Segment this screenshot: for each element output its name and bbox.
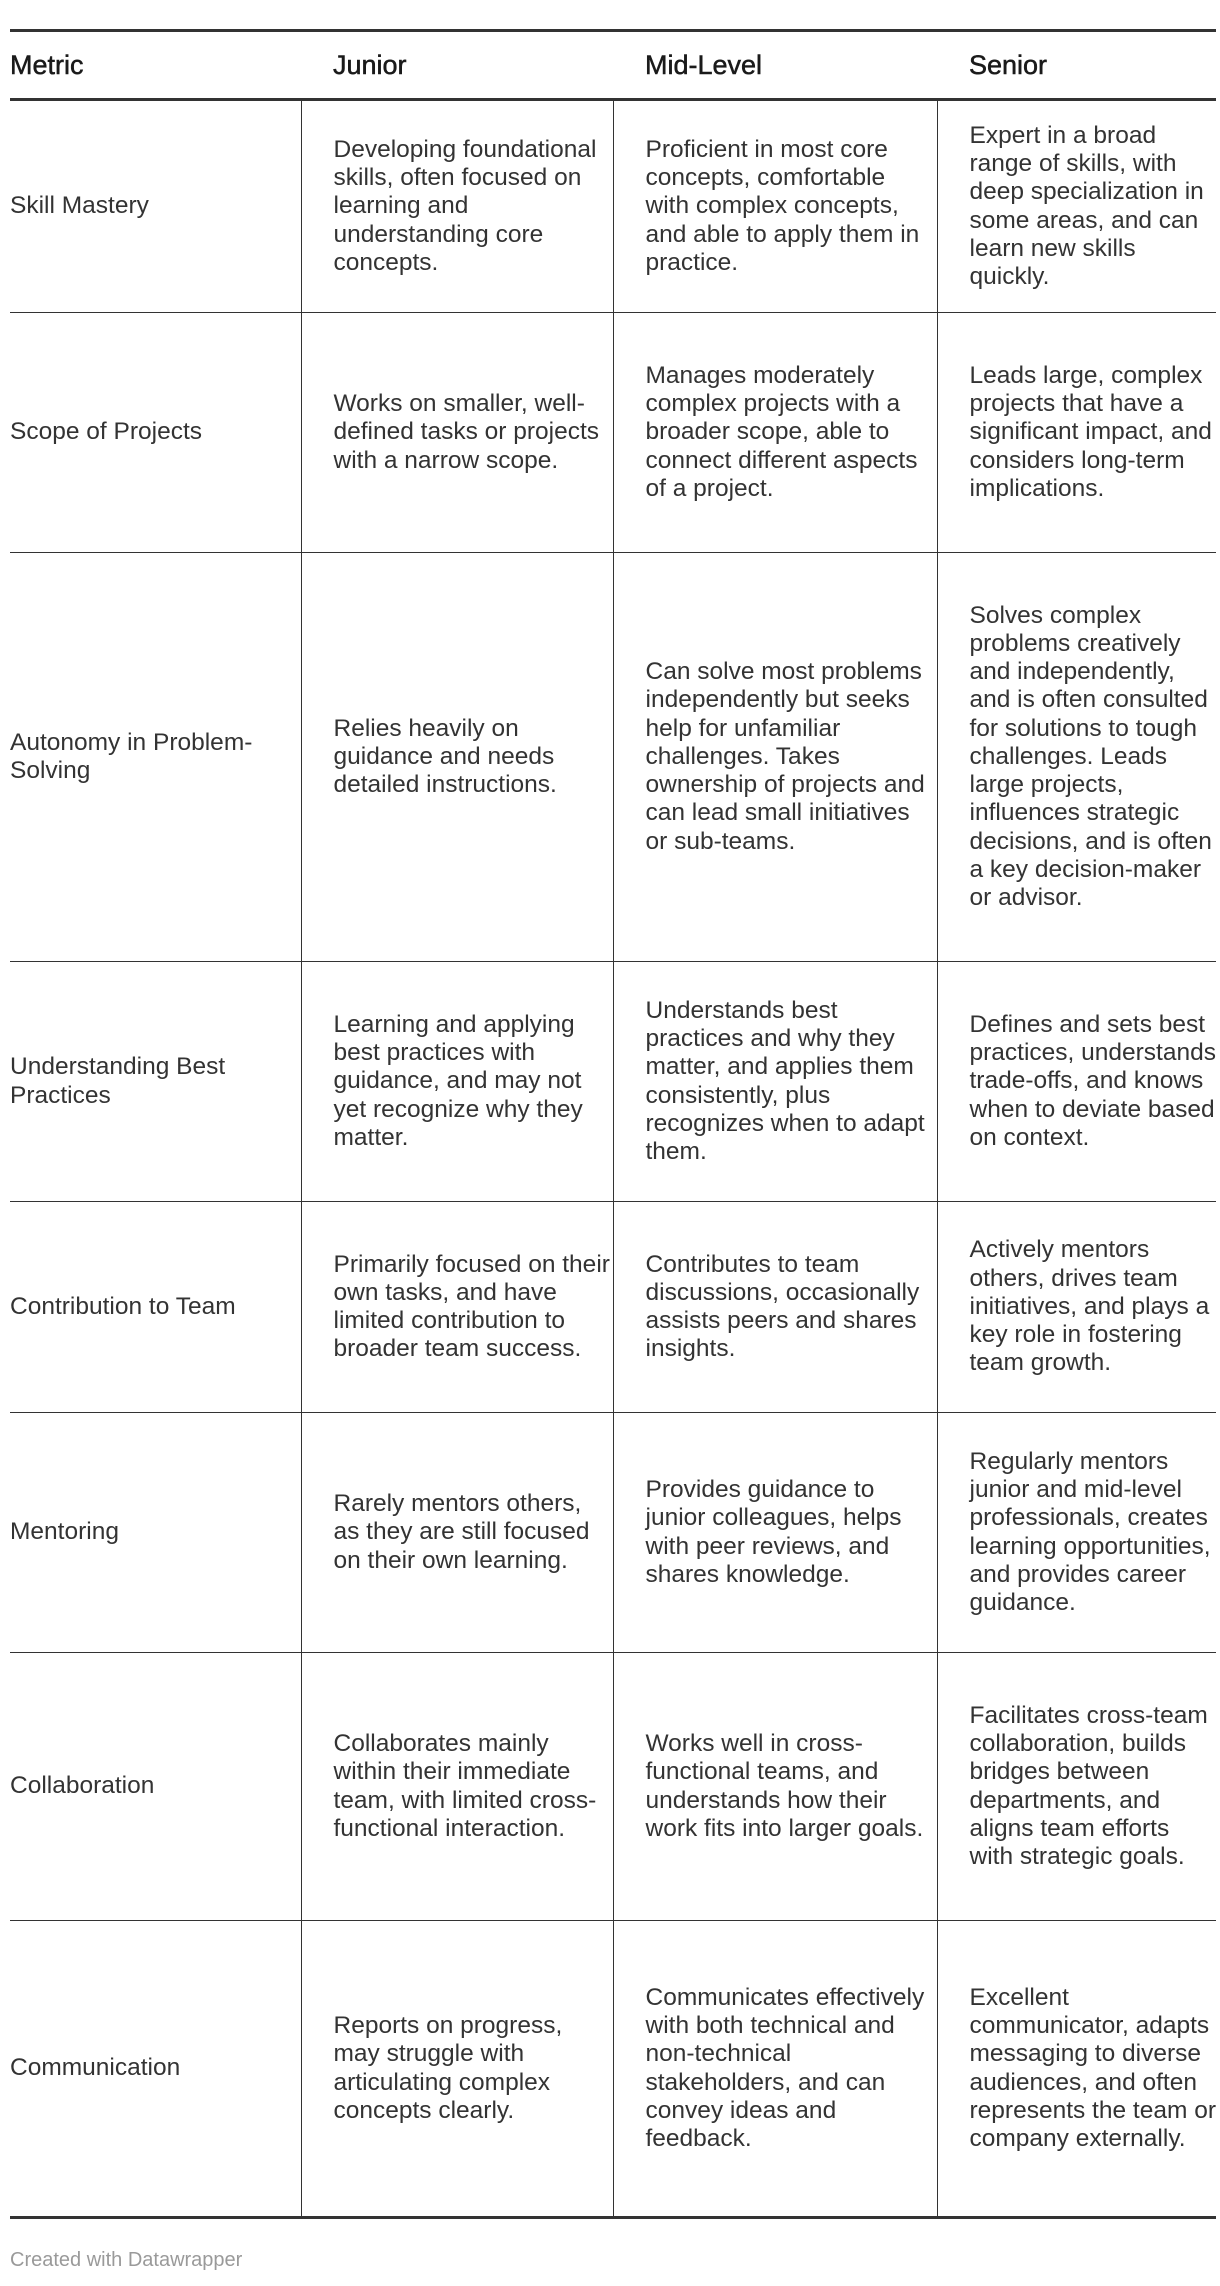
junior-cell: Rarely mentors others, as they are still focused on their own learning. bbox=[301, 1413, 613, 1653]
table-header bbox=[10, 31, 1216, 100]
column-header-metric: Metric bbox=[10, 31, 301, 100]
metric-cell: Scope of Projects bbox=[10, 313, 301, 553]
senior-cell: Expert in a broad range of skills, with deep specialization in some areas, and can learn new skills quickly. bbox=[937, 100, 1216, 313]
mid-level-cell: Understands best practices and why they matter, and applies them consistently, plus recognizes when to adapt them. bbox=[613, 962, 937, 1202]
metric-cell: Contribution to Team bbox=[10, 1202, 301, 1413]
metric-cell: Communication bbox=[10, 1921, 301, 2218]
column-header-mid-level: Mid-Level bbox=[613, 31, 937, 100]
junior-cell: Developing foundational skills, often focused on learning and understanding core concepts. bbox=[301, 100, 613, 313]
junior-cell: Relies heavily on guidance and needs detailed instructions. bbox=[301, 553, 613, 962]
senior-cell: Facilitates cross-team collaboration, builds bridges between departments, and aligns team efforts with strategic goals. bbox=[937, 1653, 1216, 1921]
junior-cell: Primarily focused on their own tasks, and have limited contribution to broader team success. bbox=[301, 1202, 613, 1413]
column-header-senior: Senior bbox=[937, 31, 1216, 100]
table-row bbox=[10, 1202, 1216, 1413]
mid-level-cell: Contributes to team discussions, occasionally assists peers and shares insights. bbox=[613, 1202, 937, 1413]
metric-cell: Understanding Best Practices bbox=[10, 962, 301, 1202]
table-row bbox=[10, 100, 1216, 313]
comparison-table bbox=[10, 29, 1216, 2219]
mid-level-cell: Manages moderately complex projects with a broader scope, able to connect different aspects of a project. bbox=[613, 313, 937, 553]
mid-level-cell: Works well in cross-functional teams, and understands how their work fits into larger goals. bbox=[613, 1653, 937, 1921]
header-row bbox=[10, 31, 1216, 100]
table-row bbox=[10, 1921, 1216, 2218]
senior-cell: Leads large, complex projects that have a significant impact, and considers long-term implications. bbox=[937, 313, 1216, 553]
table-row bbox=[10, 313, 1216, 553]
senior-cell: Solves complex problems creatively and independently, and is often consulted for solutions to tough challenges. Leads large projects, influences strategic decisions, and is often a key decision-maker or advisor. bbox=[937, 553, 1216, 962]
mid-level-cell: Communicates effectively with both technical and non-technical stakeholders, and can convey ideas and feedback. bbox=[613, 1921, 937, 2218]
table-body bbox=[10, 100, 1216, 2218]
table-row bbox=[10, 553, 1216, 962]
senior-cell: Regularly mentors junior and mid-level professionals, creates learning opportunities, and provides career guidance. bbox=[937, 1413, 1216, 1653]
table-row bbox=[10, 1653, 1216, 1921]
metric-cell: Skill Mastery bbox=[10, 100, 301, 313]
metric-cell: Mentoring bbox=[10, 1413, 301, 1653]
table-row bbox=[10, 1413, 1216, 1653]
metric-cell: Collaboration bbox=[10, 1653, 301, 1921]
mid-level-cell: Provides guidance to junior colleagues, helps with peer reviews, and shares knowledge. bbox=[613, 1413, 937, 1653]
junior-cell: Collaborates mainly within their immediate team, with limited cross-functional interaction. bbox=[301, 1653, 613, 1921]
column-header-junior: Junior bbox=[301, 31, 613, 100]
junior-cell: Learning and applying best practices with guidance, and may not yet recognize why they matter. bbox=[301, 962, 613, 1202]
datawrapper-credit: Created with Datawrapper bbox=[10, 2249, 243, 2271]
junior-cell: Works on smaller, well-defined tasks or projects with a narrow scope. bbox=[301, 313, 613, 553]
junior-cell: Reports on progress, may struggle with articulating complex concepts clearly. bbox=[301, 1921, 613, 2218]
senior-cell: Actively mentors others, drives team initiatives, and plays a key role in fostering team growth. bbox=[937, 1202, 1216, 1413]
table-row bbox=[10, 962, 1216, 1202]
mid-level-cell: Proficient in most core concepts, comfortable with complex concepts, and able to apply them in practice. bbox=[613, 100, 937, 313]
senior-cell: Excellent communicator, adapts messaging to diverse audiences, and often represents the team or company externally. bbox=[969, 1983, 1216, 2152]
senior-cell: Defines and sets best practices, understands trade-offs, and knows when to deviate based on context. bbox=[937, 962, 1216, 1202]
metric-cell: Autonomy in Problem-Solving bbox=[10, 553, 301, 962]
mid-level-cell: Can solve most problems independently but seeks help for unfamiliar challenges. Takes ownership of projects and can lead small initiatives or sub-teams. bbox=[613, 553, 937, 962]
